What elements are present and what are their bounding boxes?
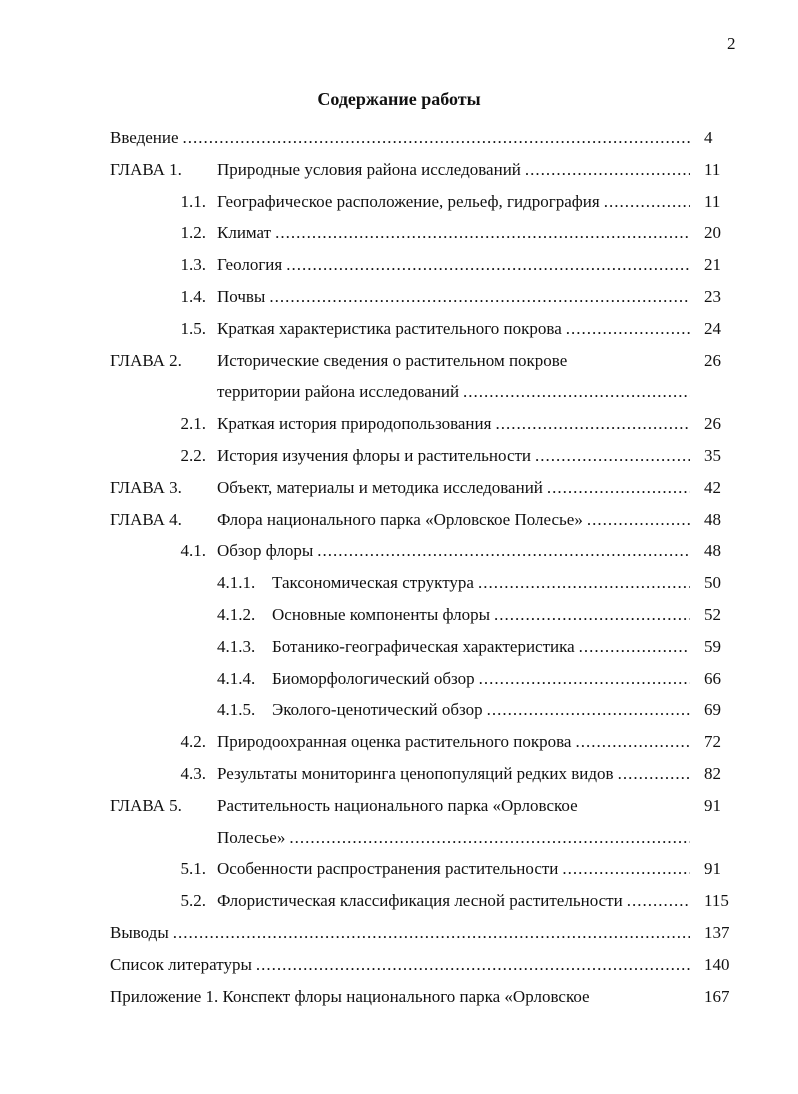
toc-entry-page: 66 bbox=[704, 668, 721, 688]
toc-entry-page: 91 bbox=[704, 795, 721, 815]
toc-entry-number: ГЛАВА 5. bbox=[110, 795, 182, 815]
toc-entry-page: 4 bbox=[704, 128, 713, 147]
toc-entry bbox=[0, 635, 798, 659]
dot-leader bbox=[531, 444, 690, 468]
toc-entry-title: Флора национального парка «Орловское Полесье» bbox=[217, 509, 583, 529]
toc-entry-title: Список литературы bbox=[110, 954, 252, 974]
toc-entry bbox=[0, 190, 798, 214]
toc-entry-page: 11 bbox=[704, 191, 721, 211]
toc-entry-title: Таксономическая структура bbox=[272, 573, 474, 593]
toc-entry-number: 2.2. bbox=[180, 446, 206, 465]
toc-entry bbox=[0, 349, 798, 373]
toc-entry-title: Ботанико-географическая характеристика bbox=[272, 636, 575, 656]
toc-entry-number: 4.1.2. bbox=[217, 605, 256, 624]
dot-leader bbox=[459, 380, 690, 404]
toc-entry-title: Краткая история природопользования bbox=[217, 414, 492, 434]
toc-entry-page: 69 bbox=[704, 700, 721, 720]
toc-entry-title: Объект, материалы и методика исследований bbox=[217, 477, 543, 497]
toc-entry bbox=[0, 730, 798, 754]
dot-leader bbox=[285, 826, 690, 850]
dot-leader bbox=[282, 253, 690, 277]
dot-leader bbox=[600, 190, 690, 214]
toc-entry-page: 167 bbox=[704, 986, 730, 1006]
dot-leader bbox=[521, 158, 690, 182]
toc-entry-page: 72 bbox=[704, 732, 721, 752]
toc-entry-page: 26 bbox=[704, 350, 721, 370]
dot-leader bbox=[575, 635, 690, 659]
toc-entry-number: 4.1.3. bbox=[217, 636, 256, 656]
toc-entry-number: ГЛАВА 4. bbox=[110, 509, 182, 529]
toc-entry bbox=[0, 921, 798, 945]
toc-entry bbox=[0, 667, 798, 691]
toc-entry bbox=[0, 698, 798, 722]
toc-entry-title: Исторические сведения о растительном покрове bbox=[217, 350, 568, 370]
toc-entry-title: Природные условия района исследований bbox=[217, 159, 521, 179]
toc-entry bbox=[0, 444, 798, 468]
toc-entry-title: Особенности распространения растительности bbox=[217, 859, 559, 879]
toc-entry-title: Географическое расположение, рельеф, гидрография bbox=[217, 191, 600, 211]
toc-entry bbox=[0, 857, 798, 881]
dot-leader bbox=[169, 921, 690, 945]
page-title: Содержание работы bbox=[317, 89, 481, 109]
toc-entry-title: Природоохранная оценка растительного покрова bbox=[217, 732, 572, 752]
toc-entry bbox=[0, 412, 798, 436]
toc-entry-number: 4.1. bbox=[180, 541, 206, 561]
toc-entry-title: Обзор флоры bbox=[217, 541, 314, 561]
toc-entry bbox=[0, 476, 798, 500]
dot-leader bbox=[483, 698, 690, 722]
toc-entry-title: Почвы bbox=[217, 287, 266, 306]
dot-leader bbox=[265, 285, 690, 309]
toc-entry-number: ГЛАВА 1. bbox=[110, 159, 182, 179]
toc-entry-title: Растительность национального парка «Орловское bbox=[217, 795, 578, 815]
toc-entry-title: Биоморфологический обзор bbox=[272, 668, 475, 688]
dot-leader bbox=[179, 126, 690, 150]
toc-entry-page: 137 bbox=[704, 923, 730, 942]
toc-entry-page: 23 bbox=[704, 287, 721, 306]
toc-entry bbox=[0, 285, 798, 309]
toc-entry-title: Выводы bbox=[110, 923, 169, 942]
toc-entry-page: 50 bbox=[704, 573, 721, 593]
dot-leader bbox=[474, 571, 690, 595]
toc-entry-title: Краткая характеристика растительного покрова bbox=[217, 318, 562, 338]
toc-entry-page: 48 bbox=[704, 509, 721, 529]
toc-entry bbox=[0, 953, 798, 977]
dot-leader bbox=[313, 539, 690, 563]
toc-entry bbox=[0, 826, 798, 850]
dot-leader bbox=[490, 603, 690, 627]
toc-entry-number: 4.3. bbox=[180, 764, 206, 783]
toc-entry-number: 2.1. bbox=[180, 414, 206, 434]
toc-entry-page: 11 bbox=[704, 159, 721, 179]
toc-entry-page: 59 bbox=[704, 636, 721, 656]
toc-entry-number: 4.1.4. bbox=[217, 668, 256, 688]
toc-entry-number: 4.1.5. bbox=[217, 700, 256, 720]
toc-entry-number: 5.2. bbox=[180, 891, 206, 911]
dot-leader bbox=[475, 667, 690, 691]
dot-leader bbox=[562, 317, 690, 341]
toc-entry-title: Эколого-ценотический обзор bbox=[272, 700, 483, 720]
toc-entry-page: 140 bbox=[704, 954, 730, 974]
toc-entry-title: Введение bbox=[110, 128, 179, 147]
dot-leader bbox=[271, 221, 690, 245]
toc-entry bbox=[0, 794, 798, 818]
toc-entry bbox=[0, 603, 798, 627]
toc-entry-page: 26 bbox=[704, 414, 721, 434]
toc-entry-page: 82 bbox=[704, 764, 721, 783]
toc-entry-title: История изучения флоры и растительности bbox=[217, 446, 532, 465]
toc-entry-number: 1.2. bbox=[180, 223, 206, 243]
dot-leader bbox=[571, 730, 690, 754]
toc-entry bbox=[0, 539, 798, 563]
toc-entry-number: ГЛАВА 3. bbox=[110, 477, 182, 497]
toc-entry-page: 48 bbox=[704, 541, 721, 561]
toc-entry bbox=[0, 221, 798, 245]
toc-entry-page: 21 bbox=[704, 255, 721, 275]
toc-entry-page: 115 bbox=[704, 891, 729, 911]
toc-entry bbox=[0, 889, 798, 913]
toc-entry-page: 91 bbox=[704, 859, 721, 879]
toc-entry bbox=[0, 158, 798, 182]
toc-entry-title: Климат bbox=[217, 223, 272, 243]
toc-entry-number: ГЛАВА 2. bbox=[110, 350, 182, 370]
toc-entry-page: 24 bbox=[704, 318, 721, 338]
toc-entry-title: Геология bbox=[217, 255, 283, 275]
toc-entry bbox=[0, 253, 798, 277]
toc-entry-number: 4.2. bbox=[180, 732, 206, 752]
toc-entry-title: Результаты мониторинга ценопопуляций редких видов bbox=[217, 764, 614, 783]
toc-entry bbox=[0, 985, 798, 1009]
toc-entry bbox=[0, 126, 798, 150]
toc-entry-number: 5.1. bbox=[180, 859, 206, 879]
toc-entry-page: 20 bbox=[704, 223, 721, 243]
toc-entry bbox=[0, 380, 798, 404]
toc-entry-page: 42 bbox=[704, 477, 721, 497]
dot-leader bbox=[614, 762, 690, 786]
toc-entry-number: 4.1.1. bbox=[217, 573, 256, 593]
toc-entry-title: Основные компоненты флоры bbox=[272, 605, 491, 624]
toc-entry-number: 1.1. bbox=[180, 191, 206, 211]
toc-entry bbox=[0, 317, 798, 341]
dot-leader bbox=[558, 857, 690, 881]
toc-entry-page: 52 bbox=[704, 605, 721, 624]
toc-entry-number: 1.5. bbox=[180, 318, 206, 338]
toc-entry-number: 1.4. bbox=[180, 287, 206, 306]
toc-entry-number: 1.3. bbox=[180, 255, 206, 275]
dot-leader bbox=[623, 889, 690, 913]
dot-leader bbox=[491, 412, 690, 436]
toc-entry-title: Полесье» bbox=[217, 827, 286, 847]
dot-leader bbox=[543, 476, 690, 500]
toc-entry bbox=[0, 571, 798, 595]
toc-entry-page: 35 bbox=[704, 446, 721, 465]
toc-entry-title: Флористическая классификация лесной растительности bbox=[217, 891, 623, 911]
dot-leader bbox=[583, 508, 690, 532]
toc-entry-title: Приложение 1. Конспект флоры национального парка «Орловское bbox=[110, 986, 590, 1006]
toc-entry bbox=[0, 508, 798, 532]
toc-entry-title: территории района исследований bbox=[217, 382, 460, 402]
dot-leader bbox=[252, 953, 690, 977]
toc-entry bbox=[0, 762, 798, 786]
page-number: 2 bbox=[727, 34, 736, 53]
